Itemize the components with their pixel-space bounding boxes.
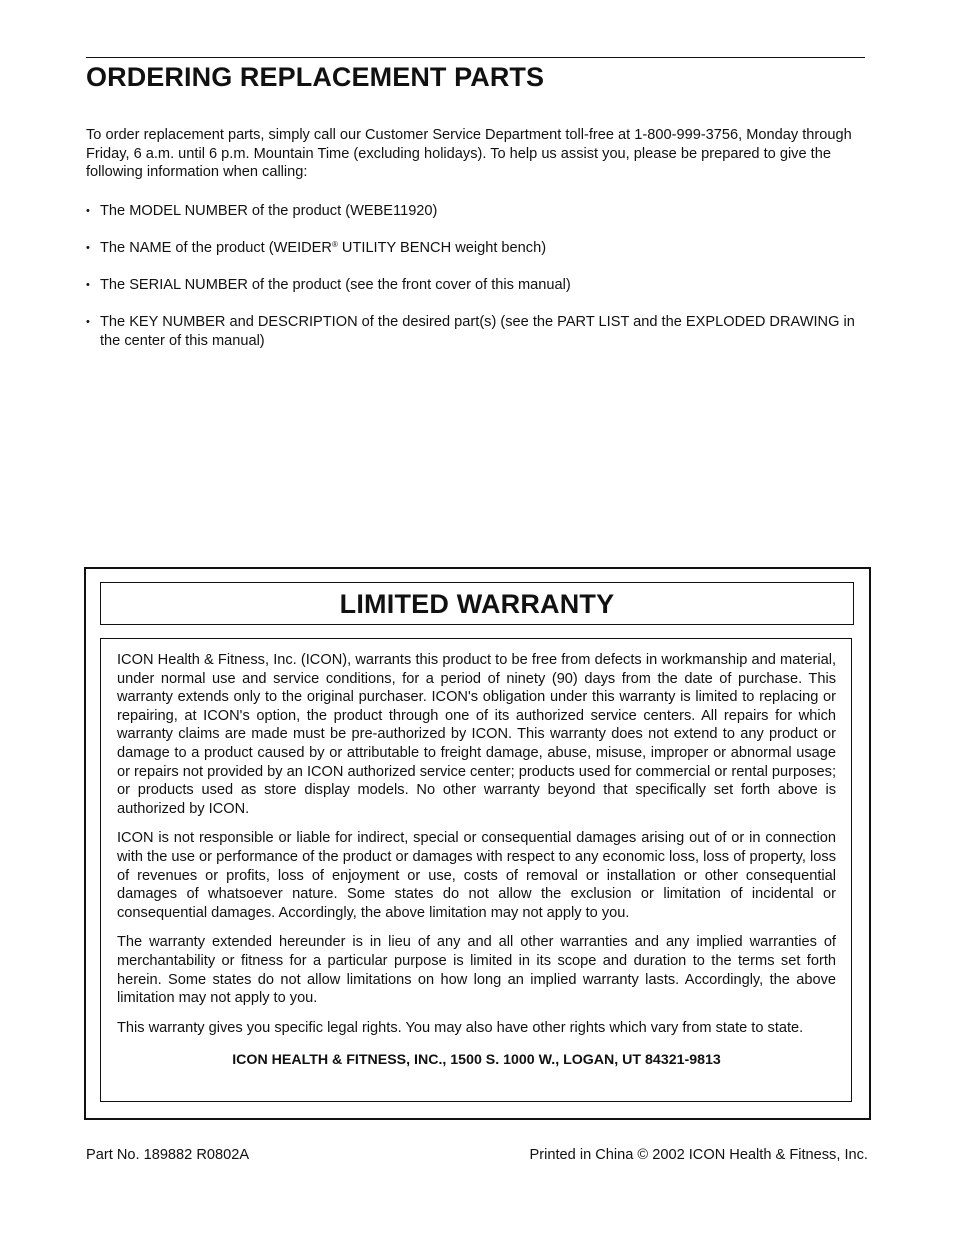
warranty-paragraph-rights: This warranty gives you specific legal rights. You may also have other rights which vary from state to state. — [117, 1019, 804, 1036]
warranty-title: LIMITED WARRANTY — [339, 588, 615, 619]
ordering-intro: To order replacement parts, simply call our Customer Service Department toll-free at 1-800-999-3756, Monday through Friday, 6 a.m. until 6 p.m. Mountain Time (excluding holidays). To help us assist you, please be prepared to give the following information when calling: — [86, 127, 852, 180]
warranty-paragraph-coverage: ICON Health & Fitness, Inc. (ICON), warrants this product to be free from defects in workmanship and material, under normal use and service conditions, for a period of ninety (90) days from the date of purchase. This warranty extends only to the original purchaser. ICON's obligation under this warranty is limited to replacing or repairing, at ICON's option, the product through one of its authorized service centers. All repairs for which warranty claims are made must be pre-authorized by ICON. This warranty does not extend to any product or damage to a product caused by or attributable to freight damage, abuse, misuse, improper or abnormal usage or repairs not provided by an ICON authorized service center; products used for commercial or rental purposes; or products used as store display models. No other warranty beyond that specifically set forth above is authorized by ICON. — [117, 652, 836, 817]
product-name-text: The NAME of the product (WEIDER — [100, 240, 332, 256]
warranty-frame — [84, 567, 871, 1120]
product-name-suffix: UTILITY BENCH weight bench) — [337, 240, 547, 256]
printed-copyright: Printed in China © 2002 ICON Health & Fitness, Inc. — [529, 1147, 868, 1163]
warranty-body — [100, 638, 852, 1102]
top-divider — [86, 57, 865, 58]
ordering-title: ORDERING REPLACEMENT PARTS — [86, 62, 545, 92]
warranty-paragraph-implied: The warranty extended hereunder is in lieu of any and all other warranties and any implied warranties of merchantability or fitness for a particular purpose is limited in its scope and duration to the terms set forth herein. Some states do not allow limitations on how long an implied warranty lasts. Accordingly, the above limitation may not apply to you. — [117, 934, 836, 1007]
company-address: ICON HEALTH & FITNESS, INC., 1500 S. 1000 W., LOGAN, UT 84321-9813 — [232, 1052, 721, 1069]
list-item-serial-number: • The SERIAL NUMBER of the product (see the front cover of this manual) — [86, 276, 866, 295]
registered-mark: ® — [331, 240, 338, 249]
part-number: Part No. 189882 R0802A — [86, 1147, 250, 1163]
warranty-title-box — [100, 582, 854, 625]
warranty-paragraph-liability: ICON is not responsible or liable for indirect, special or consequential damages arising out of or in connection with the use or performance of the product or damages with respect to any economic loss, loss of property, loss of revenues or profits, loss of enjoyment or use, costs of removal or installation or other consequential damages of whatsoever nature. Some states do not allow the exclusion or limitation of incidental or consequential damages. Accordingly, the above limitation may not apply to you. — [117, 830, 836, 921]
list-item-model-number: • The MODEL NUMBER of the product (WEBE11920) — [86, 202, 866, 221]
list-item-product-name — [86, 239, 866, 258]
list-item-key-number: • The KEY NUMBER and DESCRIPTION of the desired part(s) (see the PART LIST and the EXPLODED DRAWING in the center of this manual) — [86, 313, 866, 350]
ordering-info-list — [86, 202, 866, 369]
